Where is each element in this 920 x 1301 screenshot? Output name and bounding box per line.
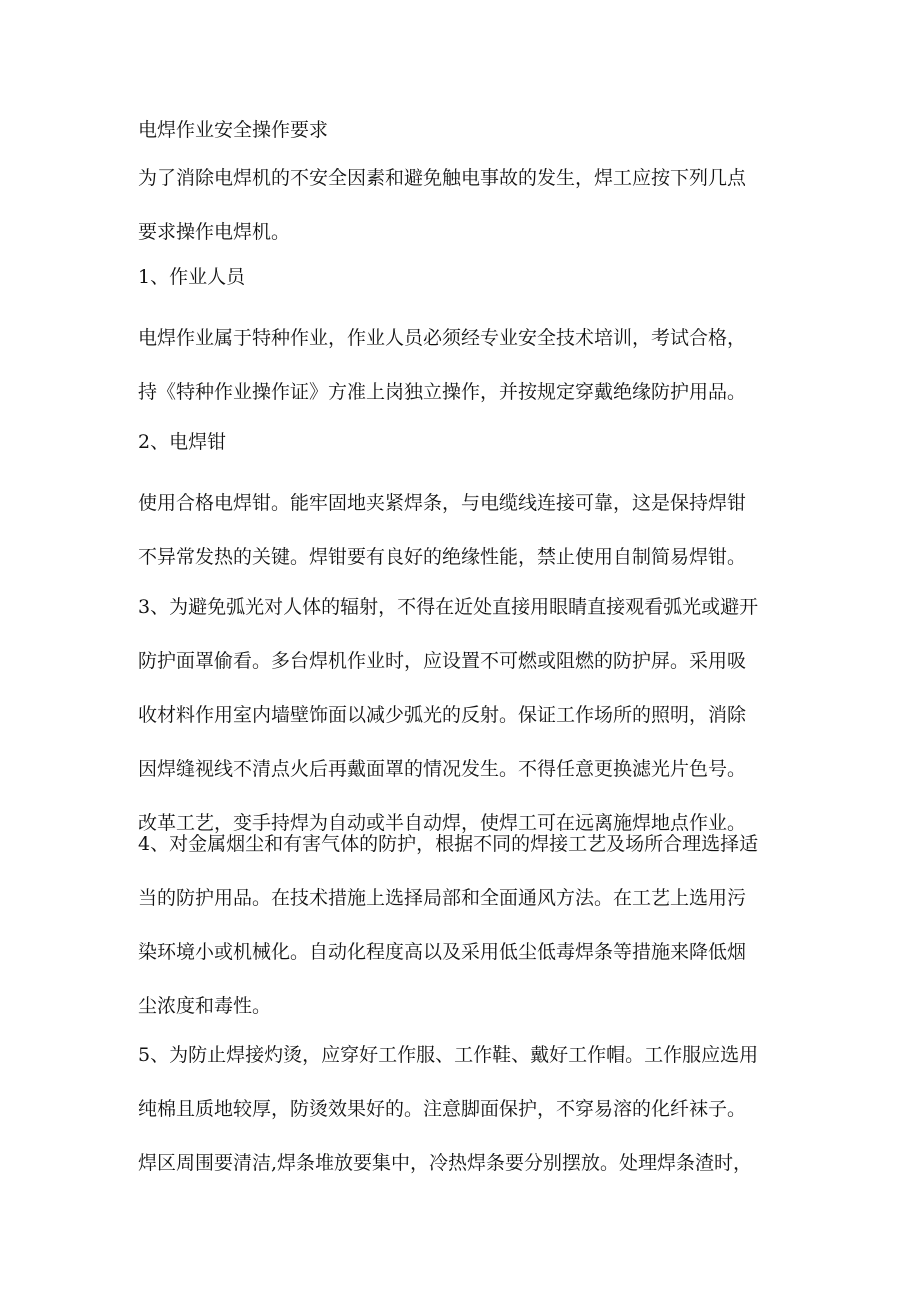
text-line: 不异常发热的关键。焊钳要有良好的绝缘性能，禁止使用自制简易焊钳。 bbox=[138, 546, 747, 568]
text-line: 因焊缝视线不清点火后再戴面罩的情况发生。不得任意更换滤光片色号。 bbox=[138, 758, 747, 780]
text-line: 纯棉且质地较厚，防烫效果好的。注意脚面保护，不穿易溶的化纤袜子。 bbox=[138, 1098, 747, 1120]
text-line: 电焊作业属于特种作业，作业人员必须经专业安全技术培训，考试合格， bbox=[138, 327, 747, 349]
text-line: 使用合格电焊钳。能牢固地夹紧焊条，与电缆线连接可靠，这是保持焊钳 bbox=[138, 492, 747, 514]
section-3-paragraph bbox=[138, 589, 798, 841]
text-line: 染环境小或机械化。自动化程度高以及采用低尘低毒焊条等措施来降低烟 bbox=[138, 941, 747, 963]
intro-paragraph bbox=[138, 160, 798, 250]
text-line: 4、对金属烟尘和有害气体的防护，根据不同的焊接工艺及场所合理选择适 bbox=[138, 833, 759, 855]
section-4-paragraph bbox=[138, 826, 798, 1024]
text-line: 持《特种作业操作证》方准上岗独立操作，并按规定穿戴绝缘防护用品。 bbox=[138, 381, 747, 403]
text-line: 焊区周围要清洁,焊条堆放要集中，冷热焊条要分别摆放。处理焊条渣时， bbox=[138, 1152, 753, 1174]
text-line: 要求操作电焊机。 bbox=[138, 221, 291, 243]
section-heading-2: 2、电焊钳 bbox=[138, 431, 227, 453]
text-line: 为了消除电焊机的不安全因素和避免触电事故的发生，焊工应按下列几点 bbox=[138, 167, 747, 189]
text-line: 防护面罩偷看。多台焊机作业时，应设置不可燃或阻燃的防护屏。采用吸 bbox=[138, 650, 747, 672]
text-line: 当的防护用品。在技术措施上选择局部和全面通风方法。在工艺上选用污 bbox=[138, 887, 747, 909]
section-heading-1: 1、作业人员 bbox=[138, 266, 246, 288]
text-line: 改革工艺，变手持焊为自动或半自动焊，使焊工可在远离施焊地点作业。 bbox=[138, 812, 747, 834]
document-title: 电焊作业安全操作要求 bbox=[138, 119, 329, 141]
text-line: 尘浓度和毒性。 bbox=[138, 995, 272, 1017]
section-1-paragraph bbox=[138, 320, 798, 410]
text-line: 5、为防止焊接灼烫，应穿好工作服、工作鞋、戴好工作帽。工作服应选用 bbox=[138, 1044, 759, 1066]
section-2-paragraph bbox=[138, 485, 798, 575]
text-line: 3、为避免弧光对人体的辐射，不得在近处直接用眼睛直接观看弧光或避开 bbox=[138, 596, 759, 618]
section-5-paragraph bbox=[138, 1037, 798, 1181]
text-line: 收材料作用室内墙壁饰面以减少弧光的反射。保证工作场所的照明，消除 bbox=[138, 704, 747, 726]
